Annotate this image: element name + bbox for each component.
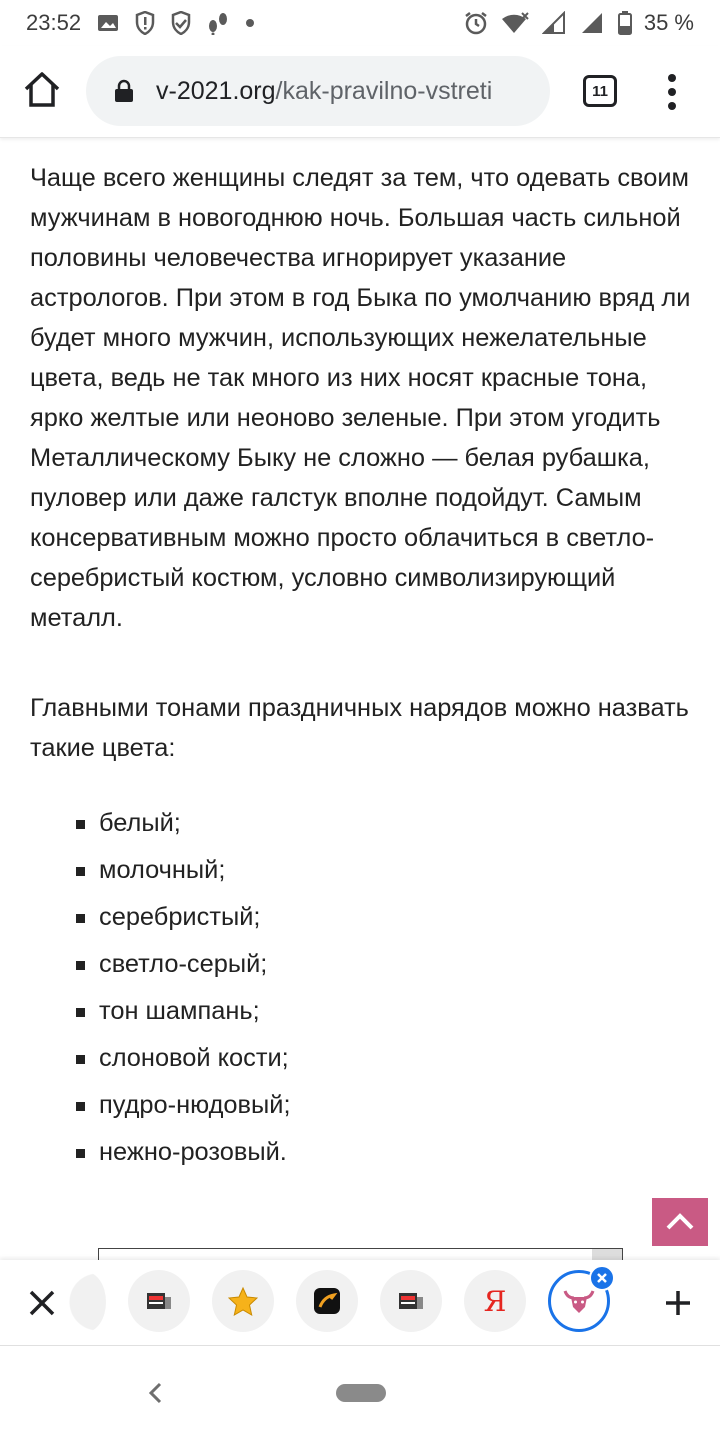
address-bar[interactable] [86,56,550,126]
article-paragraph: Главными тонами праздничных нарядов можно назвать такие цвета: [30,694,689,762]
list-item: серебристый; [76,894,700,941]
list-item: светло-серый; [76,941,700,988]
more-vert-icon [668,74,676,82]
quick-tile-news-2[interactable] [380,1270,442,1332]
quick-access-bar [0,1260,720,1346]
close-icon [26,1287,58,1319]
home-button[interactable] [22,70,62,110]
chevron-up-icon [665,1212,695,1232]
tab-count: 11 [592,82,608,100]
url-path: /kak-pravilno-vstreti [275,76,493,105]
overflow-menu-button[interactable] [660,74,684,110]
system-navigation-bar [0,1346,720,1440]
add-tile-button[interactable] [662,1287,694,1319]
article-paragraph: Чаще всего женщины следят за тем, что одевать своим мужчинам в новогоднюю ночь. Большая часть сильной половины человечества игнорирует указание астрологов. При этом в год Быка по умолчанию вряд ли будет много мужчин, использующих нежелательные цвета, ведь не так много из них носят красные тона, ярко желтые или неоново зеленые. При этом угодить Металлическому Быку не сложно — белая рубашка, пуловер или даже галстук вполне подойдут. Самым консервативным можно просто облачиться в светло-серебристый костюм, условно символизирующий металл. [30,164,691,632]
list-item: тон шампань; [76,988,700,1035]
news-icon [146,1291,172,1311]
quick-tile-yandex[interactable] [464,1270,526,1332]
chevron-left-icon [146,1380,166,1406]
bull-icon [563,1287,595,1315]
star-icon [228,1286,258,1316]
list-item: молочный; [76,847,700,894]
quick-tile-current-site[interactable] [548,1270,610,1332]
article-content [30,158,700,1176]
shield-alert-icon [135,11,155,35]
plus-icon [662,1287,694,1319]
zen-icon [313,1287,341,1315]
lock-icon [114,79,134,103]
list-item: нежно-розовый. [76,1129,700,1176]
shield-check-icon [171,11,191,35]
remove-tile-button[interactable] [589,1265,615,1291]
partial-tile-icon[interactable] [66,1272,106,1332]
footsteps-icon [207,11,229,35]
wifi-icon [500,11,530,35]
scroll-to-top-button[interactable] [652,1198,708,1246]
url-text [156,77,492,106]
tab-switcher-button[interactable] [583,75,617,107]
colors-list [30,800,700,1176]
browser-toolbar [0,46,720,138]
back-button[interactable] [146,1380,166,1406]
close-icon [596,1272,608,1284]
status-bar [0,0,720,46]
close-quickbar-button[interactable] [26,1287,58,1319]
battery-icon [618,11,632,35]
yandex-icon: Я [483,1284,507,1318]
quick-tile-zen[interactable] [296,1270,358,1332]
list-item: белый; [76,800,700,847]
signal-icon [542,11,568,35]
home-icon [22,70,62,110]
quick-tile-news[interactable] [128,1270,190,1332]
dot-icon [245,18,255,28]
alarm-icon [464,11,488,35]
url-domain: v-2021.org [156,76,276,105]
signal-icon-2 [580,11,606,35]
battery-level: 35 % [643,10,694,35]
gallery-icon [97,13,119,33]
list-item: слоновой кости; [76,1035,700,1082]
home-pill-button[interactable] [336,1384,386,1402]
list-item: пудро-нюдовый; [76,1082,700,1129]
clock: 23:52 [26,10,82,35]
quick-tile-favorites[interactable] [212,1270,274,1332]
news-icon [398,1291,424,1311]
